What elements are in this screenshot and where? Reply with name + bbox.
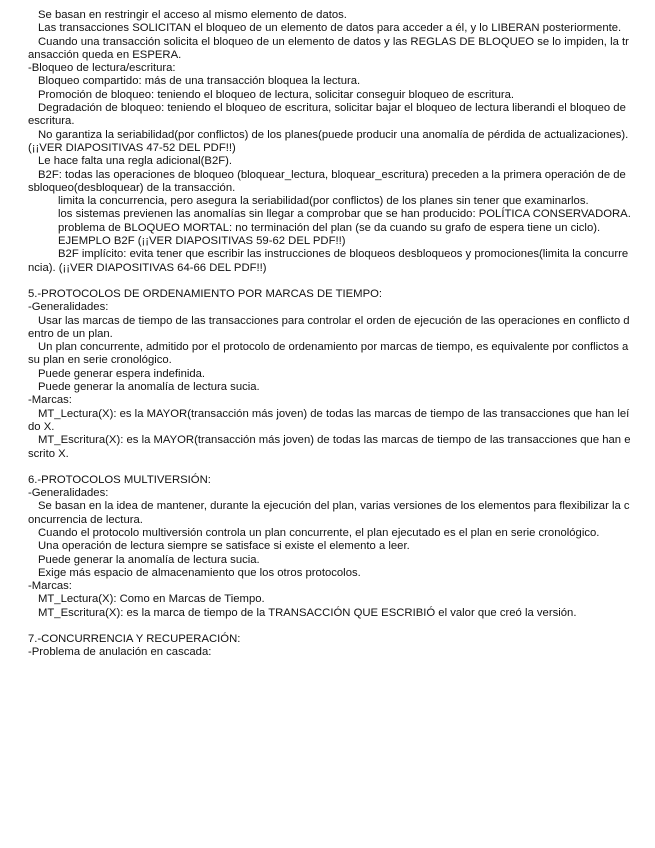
subheading: -Marcas: — [28, 580, 72, 593]
subheading: -Generalidades: — [28, 487, 109, 500]
paragraph: Puede generar la anomalía de lectura sucia. — [38, 381, 260, 394]
paragraph: Exige más espacio de almacenamiento que los otros protocolos. — [38, 566, 361, 579]
paragraph: Se basan en la idea de mantener, durante la ejecución del plan, varias versiones de los elementos para flexibilizar la concurrencia de lectura. — [28, 500, 630, 526]
section-heading: 6.-PROTOCOLOS MULTIVERSIÓN: — [28, 473, 211, 486]
subheading: -Marcas: — [28, 394, 72, 407]
subheading: -Problema de anulación en cascada: — [28, 646, 212, 659]
paragraph: los sistemas previenen las anomalías sin llegar a comprobar que se han producido: POLÍTICA CONSERVADORA. — [58, 208, 631, 221]
paragraph: MT_Lectura(X): Como en Marcas de Tiempo. — [38, 593, 265, 606]
paragraph: MT_Escritura(X): es la marca de tiempo de la TRANSACCIÓN QUE ESCRIBIÓ el valor que creó la versión. — [38, 606, 577, 619]
locking-block — [28, 9, 631, 275]
paragraph: EJEMPLO B2F (¡¡VER DIAPOSITIVAS 59-62 DEL PDF!!) — [58, 235, 346, 248]
paragraph: No garantiza la seriabilidad(por conflictos) de los planes(puede producir una anomalía de pérdida de actualizaciones). (¡¡VER DIAPOSITIVAS 47-52 DEL PDF!!) — [28, 128, 629, 154]
paragraph: Una operación de lectura siempre se satisface si existe el elemento a leer. — [38, 540, 410, 553]
paragraph: Le hace falta una regla adicional(B2F). — [38, 155, 233, 168]
section-5 — [28, 288, 631, 461]
paragraph: limita la concurrencia, pero asegura la seriabilidad(por conflictos) de los planes sin tener que examinarlos. — [58, 195, 589, 208]
paragraph: Se basan en restringir el acceso al mismo elemento de datos. — [38, 9, 347, 21]
paragraph: Cuando una transacción solicita el bloqueo de un elemento de datos y las REGLAS DE BLOQUEO se lo impiden, la transacción queda en ESPERA. — [28, 35, 629, 61]
paragraph: Puede generar la anomalía de lectura sucia. — [38, 553, 260, 566]
section-heading: 5.-PROTOCOLOS DE ORDENAMIENTO POR MARCAS DE TIEMPO: — [28, 287, 383, 300]
paragraph: Las transacciones SOLICITAN el bloqueo de un elemento de datos para acceder a él, y lo LIBERAN posteriormente. — [38, 22, 622, 35]
paragraph: Promoción de bloqueo: teniendo el bloqueo de lectura, solicitar conseguir bloqueo de escritura. — [38, 88, 515, 101]
spacer — [28, 461, 631, 474]
paragraph: MT_Lectura(X): es la MAYOR(transacción más joven) de todas las marcas de tiempo de las transacciones que han leído X. — [28, 407, 630, 433]
section-6 — [28, 474, 631, 620]
section-7 — [28, 633, 631, 660]
paragraph: Degradación de bloqueo: teniendo el bloqueo de escritura, solicitar bajar el bloqueo de lectura liberandi el bloqueo de escritura. — [28, 102, 626, 128]
paragraph: problema de BLOQUEO MORTAL: no terminación del plan (se da cuando su grafo de espera tiene un ciclo). — [58, 221, 601, 234]
subheading: -Bloqueo de lectura/escritura: — [28, 62, 176, 75]
subheading: -Generalidades: — [28, 301, 109, 314]
paragraph: Cuando el protocolo multiversión controla un plan concurrente, el plan ejecutado es el plan en serie cronológico. — [38, 526, 600, 539]
spacer — [28, 275, 631, 288]
paragraph: Bloqueo compartido: más de una transacción bloquea la lectura. — [38, 75, 361, 88]
paragraph: Usar las marcas de tiempo de las transacciones para controlar el orden de ejecución de las operaciones en conflicto dentro de un plan. — [28, 314, 630, 340]
paragraph: B2F: todas las operaciones de bloqueo (bloquear_lectura, bloquear_escritura) preceden a la primera operación de desbloqueo(desbloquear) de la transacción. — [28, 168, 626, 194]
section-heading: 7.-CONCURRENCIA Y RECUPERACIÓN: — [28, 633, 241, 646]
paragraph: Un plan concurrente, admitido por el protocolo de ordenamiento por marcas de tiempo, es equivalente por conflictos a su plan en serie cronológico. — [28, 341, 629, 367]
paragraph: Puede generar espera indefinida. — [38, 367, 206, 380]
paragraph: B2F implícito: evita tener que escribir las instrucciones de bloqueos desbloqueos y promociones(limita la concurrencia). (¡¡VER DIAPOSITIVAS 64-66 DEL PDF!!) — [28, 248, 629, 274]
paragraph: MT_Escritura(X): es la MAYOR(transacción más joven) de todas las marcas de tiempo de las transacciones que han escrito X. — [28, 434, 631, 460]
spacer — [28, 620, 631, 633]
